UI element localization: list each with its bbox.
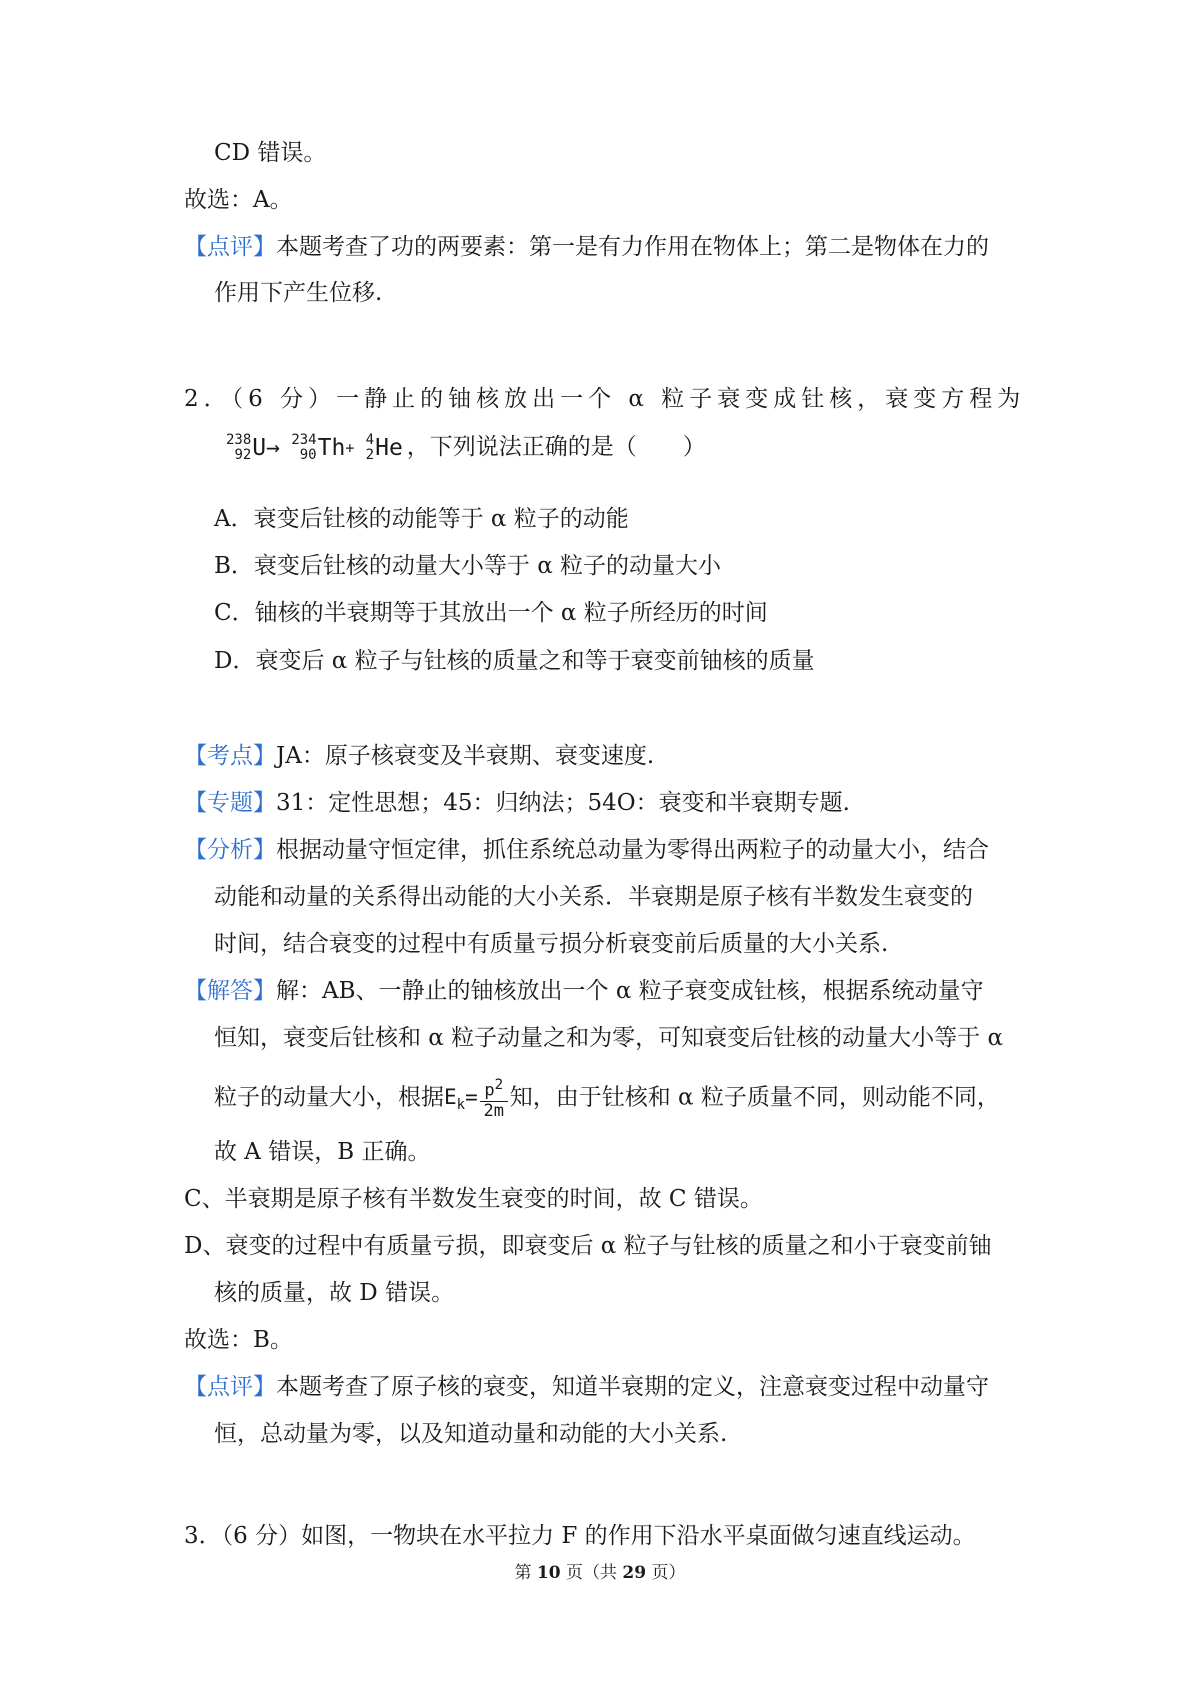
- fenxi-tag: 【分析】: [184, 837, 276, 863]
- q2-jieda-3: 粒子的动量大小，根据$E_k=$ $\frac{p^2}{2m}$ 知，由于钍核和 α 粒子质量不同，则动能不同，: [214, 1077, 1000, 1121]
- q2-answer: 故选：B。: [184, 1327, 293, 1353]
- q2-option-c: C．铀核的半衰期等于其放出一个 α 粒子所经历的时间: [214, 600, 768, 626]
- q2-jieda-4: 故 A 错误，B 正确。: [214, 1139, 431, 1165]
- q2-fenxi: 【分析】根据动量守恒定律，抓住系统总动量为零得出两粒子的动量大小，结合: [184, 837, 989, 863]
- q2-jieda-d-cont: 核的质量，故 D 错误。: [214, 1280, 455, 1306]
- q2-stem: 2．（6 分）一静止的铀核放出一个 α 粒子衰变成钍核，衰变方程为: [184, 386, 1026, 412]
- prev-comment-cont: 作用下产生位移.: [214, 280, 383, 306]
- q2-fenxi-3: 时间，结合衰变的过程中有质量亏损分析衰变前后质量的大小关系.: [214, 931, 889, 957]
- prev-cd-wrong: CD 错误。: [214, 140, 327, 166]
- kinetic-energy-formula: $E_k=$ $\frac{p^2}{2m}$: [444, 1085, 510, 1109]
- prev-answer: 故选：A。: [184, 187, 293, 213]
- comment-text: 本题考查了功的两要素：第一是有力作用在物体上；第二是物体在力的: [276, 234, 989, 260]
- kaodian-tag: 【考点】: [184, 743, 276, 769]
- q2-jieda-2: 恒知，衰变后钍核和 α 粒子动量之和为零，可知衰变后钍核的动量大小等于 α: [214, 1025, 1003, 1051]
- helium-nuclide: 4 2 He: [365, 432, 403, 463]
- zhuanti-tag: 【专题】: [184, 790, 276, 816]
- thorium-nuclide: 234 90 Th +: [291, 432, 355, 463]
- q2-option-a: A．衰变后钍核的动能等于 α 粒子的动能: [214, 506, 629, 532]
- q2-equation: [226, 432, 706, 463]
- jieda-tag: 【解答】: [184, 978, 276, 1004]
- q2-equation-tail: ，下列说法正确的是（ ）: [406, 434, 706, 460]
- q2-jieda-d: D、衰变的过程中有质量亏损，即衰变后 α 粒子与钍核的质量之和小于衰变前铀: [184, 1233, 992, 1259]
- q2-comment-cont: 恒，总动量为零，以及知道动量和动能的大小关系.: [214, 1421, 728, 1447]
- page-total: 29: [622, 1563, 647, 1583]
- q2-zhuanti: 【专题】31：定性思想；45：归纳法；54O：衰变和半衰期专题.: [184, 790, 850, 816]
- q2-comment: 【点评】本题考查了原子核的衰变，知道半衰期的定义，注意衰变过程中动量守: [184, 1374, 989, 1400]
- q2-jieda-c: C、半衰期是原子核有半数发生衰变的时间，故 C 错误。: [184, 1186, 763, 1212]
- uranium-nuclide: 238 92 U→: [226, 432, 280, 463]
- q2-kaodian: 【考点】JA：原子核衰变及半衰期、衰变速度.: [184, 743, 655, 769]
- q3-stem: 3．（6 分）如图，一物块在水平拉力 F 的作用下沿水平桌面做匀速直线运动。: [184, 1523, 976, 1549]
- comment-tag: 【点评】: [184, 234, 276, 260]
- page-number: 10: [536, 1563, 561, 1583]
- prev-comment: [184, 232, 989, 262]
- q2-option-d: D．衰变后 α 粒子与钍核的质量之和等于衰变前铀核的质量: [214, 648, 815, 674]
- page-footer: 第 10 页（共 29 页）: [514, 1563, 686, 1583]
- comment-tag: 【点评】: [184, 1374, 276, 1400]
- q2-fenxi-2: 动能和动量的关系得出动能的大小关系．半衰期是原子核有半数发生衰变的: [214, 884, 973, 910]
- q2-option-b: B．衰变后钍核的动量大小等于 α 粒子的动量大小: [214, 553, 722, 579]
- q2-jieda: 【解答】解：AB、一静止的铀核放出一个 α 粒子衰变成钍核，根据系统动量守: [184, 978, 984, 1004]
